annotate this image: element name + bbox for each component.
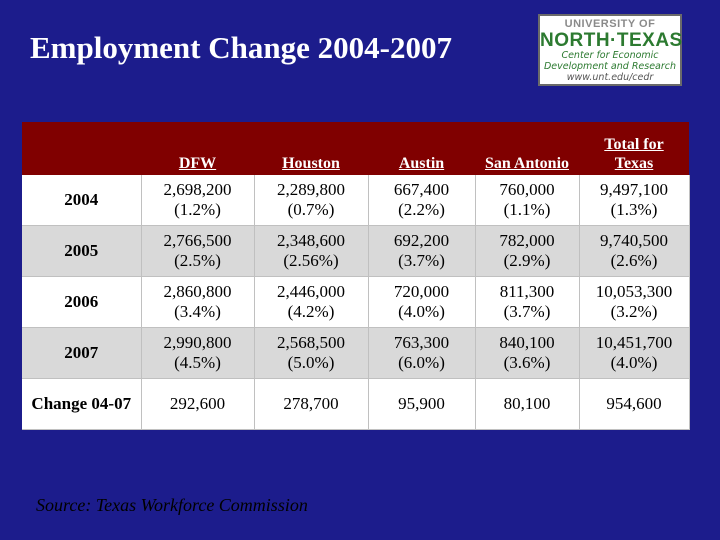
cell-pct: (0.7%) xyxy=(287,200,335,219)
cell-pct: (5.0%) xyxy=(287,353,335,372)
table-row xyxy=(22,328,689,379)
cell-value: 2,766,500 xyxy=(163,231,232,250)
cell-value: 811,300 xyxy=(499,282,555,301)
cell-pct: (2.56%) xyxy=(283,251,339,270)
table-cell xyxy=(579,328,689,379)
cell-value: 2,446,000 xyxy=(277,282,345,301)
unt-cedr-logo xyxy=(538,14,682,86)
logo-north-texas: NORTH·TEXAS xyxy=(540,30,683,51)
table-cell xyxy=(254,226,368,277)
change-row-label: Change 04-07 xyxy=(22,379,141,430)
cell-value: 9,497,100 xyxy=(600,180,668,199)
cell-pct: (2.9%) xyxy=(503,251,551,270)
header-blank xyxy=(22,122,141,175)
cell-value: 760,000 xyxy=(499,180,555,199)
employment-table-container xyxy=(22,122,689,425)
cell-value: 10,451,700 xyxy=(595,333,673,352)
cell-pct: (4.2%) xyxy=(287,302,335,321)
cell-pct: (2.2%) xyxy=(398,200,445,219)
logo-university-of: UNIVERSITY OF xyxy=(564,18,656,30)
cell-pct: (6.0%) xyxy=(398,353,445,372)
cell-value: 2,990,800 xyxy=(163,333,232,352)
cell-value: 2,860,800 xyxy=(163,282,232,301)
table-cell xyxy=(475,328,579,379)
table-cell xyxy=(141,226,254,277)
header-dfw: DFW xyxy=(141,122,254,175)
row-label: 2006 xyxy=(22,277,141,328)
table-cell xyxy=(475,226,579,277)
cell-pct: (3.7%) xyxy=(398,251,445,270)
table-cell xyxy=(141,175,254,226)
table-row xyxy=(22,175,689,226)
cell-pct: (3.7%) xyxy=(503,302,551,321)
cell-pct: (2.6%) xyxy=(610,251,658,270)
cell-pct: (1.3%) xyxy=(610,200,658,219)
change-cell: 278,700 xyxy=(254,379,368,430)
row-label: 2007 xyxy=(22,328,141,379)
table-cell xyxy=(368,226,475,277)
cell-value: 10,053,300 xyxy=(595,282,673,301)
table-cell xyxy=(579,277,689,328)
cell-pct: (3.2%) xyxy=(610,302,658,321)
table-cell xyxy=(141,277,254,328)
change-cell: 80,100 xyxy=(475,379,579,430)
cell-pct: (3.6%) xyxy=(503,353,551,372)
table-cell xyxy=(368,277,475,328)
table-cell xyxy=(254,277,368,328)
cell-value: 2,348,600 xyxy=(277,231,345,250)
source-note: Source: Texas Workforce Commission xyxy=(36,495,308,515)
table-cell xyxy=(368,328,475,379)
table-cell xyxy=(579,226,689,277)
cell-value: 840,100 xyxy=(499,333,555,352)
cell-pct: (4.5%) xyxy=(174,353,221,372)
table-cell xyxy=(254,328,368,379)
cell-value: 2,568,500 xyxy=(277,333,345,352)
cell-pct: (4.0%) xyxy=(610,353,658,372)
change-cell: 292,600 xyxy=(141,379,254,430)
cell-value: 720,000 xyxy=(393,282,450,301)
row-label: 2005 xyxy=(22,226,141,277)
table-cell xyxy=(141,328,254,379)
change-cell: 954,600 xyxy=(579,379,689,430)
cell-value: 2,698,200 xyxy=(163,180,232,199)
table-row xyxy=(22,226,689,277)
header-total-texas: Total for Texas xyxy=(579,122,689,175)
employment-table xyxy=(22,122,690,430)
cell-pct: (1.1%) xyxy=(503,200,551,219)
logo-development-line: Development and Research xyxy=(543,61,677,72)
logo-url: www.unt.edu/cedr xyxy=(566,72,654,83)
header-san-antonio: San Antonio xyxy=(475,122,579,175)
cell-value: 2,289,800 xyxy=(277,180,345,199)
cell-pct: (2.5%) xyxy=(174,251,221,270)
header-austin: Austin xyxy=(368,122,475,175)
cell-pct: (1.2%) xyxy=(174,200,221,219)
table-cell xyxy=(475,175,579,226)
cell-value: 692,200 xyxy=(393,231,450,250)
cell-pct: (4.0%) xyxy=(398,302,445,321)
cell-value: 667,400 xyxy=(393,180,450,199)
table-cell xyxy=(254,175,368,226)
cell-value: 9,740,500 xyxy=(600,231,668,250)
logo-center-line: Center for Economic xyxy=(561,50,659,61)
table-row xyxy=(22,277,689,328)
table-cell xyxy=(579,175,689,226)
table-cell xyxy=(475,277,579,328)
cell-value: 782,000 xyxy=(499,231,555,250)
cell-value: 763,300 xyxy=(393,333,450,352)
slide-title: Employment Change 2004-2007 xyxy=(30,30,452,65)
header-houston: Houston xyxy=(254,122,368,175)
row-label: 2004 xyxy=(22,175,141,226)
cell-pct: (3.4%) xyxy=(174,302,221,321)
table-header-row xyxy=(22,122,689,175)
table-cell xyxy=(368,175,475,226)
change-cell: 95,900 xyxy=(368,379,475,430)
table-row-change xyxy=(22,379,689,430)
